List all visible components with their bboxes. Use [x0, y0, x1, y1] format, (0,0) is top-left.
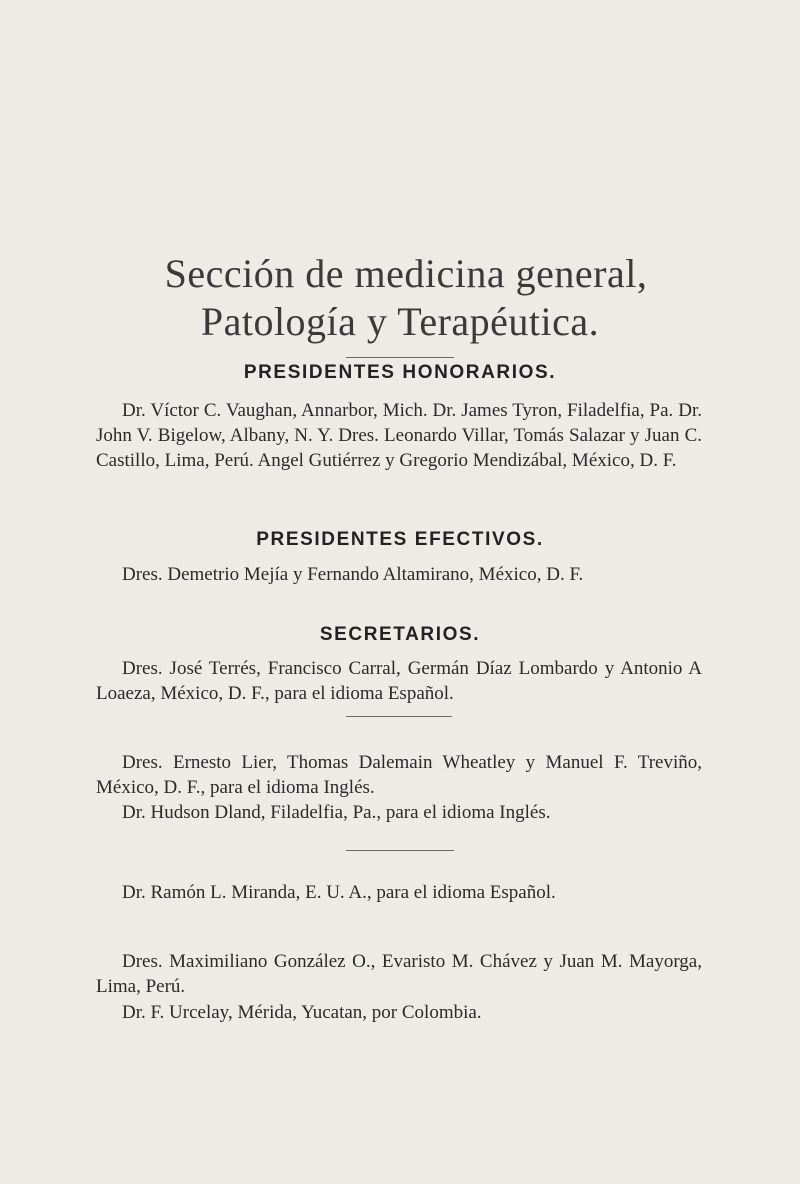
- secretaries-peru-text: Dres. Maximiliano González O., Evaristo M. Chávez y Juan M. Mayorga, Lima, Perú.: [96, 951, 702, 997]
- secretaries-english-text: Dres. Ernesto Lier, Thomas Dalemain Wheatley y Manuel F. Treviño, México, D. F., para el idioma Inglés.: [96, 752, 702, 798]
- honorary-presidents-heading: PRESIDENTES HONORARIOS.: [243, 362, 557, 383]
- section-title-line2: Patología y Terapéutica.: [200, 299, 600, 344]
- effective-presidents-heading: PRESIDENTES EFECTIVOS.: [256, 529, 544, 550]
- section-title-line1: Sección de medicina general,: [164, 251, 648, 296]
- effective-presidents-text: Dres. Demetrio Mejía y Fernando Altamirano, México, D. F.: [122, 564, 584, 585]
- secretaries-heading: SECRETARIOS.: [319, 624, 481, 645]
- divider-2: [346, 850, 454, 851]
- divider-1: [346, 716, 452, 717]
- secretaries-english-text-2: Dr. Hudson Dland, Filadelfia, Pa., para el idioma Inglés.: [122, 802, 551, 823]
- honorary-presidents-text: Dr. Víctor C. Vaughan, Annarbor, Mich. Dr. James Tyron, Filadelfia, Pa. Dr. John V. Bigelow, Albany, N. Y. Dres. Leonardo Villar, Tomás Salazar y Juan C. Castillo, Lima, Perú. Angel Gutiérrez y Gregorio Mendizábal, México, D. F.: [96, 400, 702, 471]
- title-divider: [346, 357, 454, 358]
- secretaries-spanish-text: Dres. José Terrés, Francisco Carral, Germán Díaz Lombardo y Antonio A Loaeza, México, D. F., para el idioma Español.: [96, 658, 702, 704]
- secretaries-colombia-text: Dr. F. Urcelay, Mérida, Yucatan, por Colombia.: [122, 1002, 482, 1023]
- secretaries-spanish-us-text: Dr. Ramón L. Miranda, E. U. A., para el idioma Español.: [122, 882, 556, 903]
